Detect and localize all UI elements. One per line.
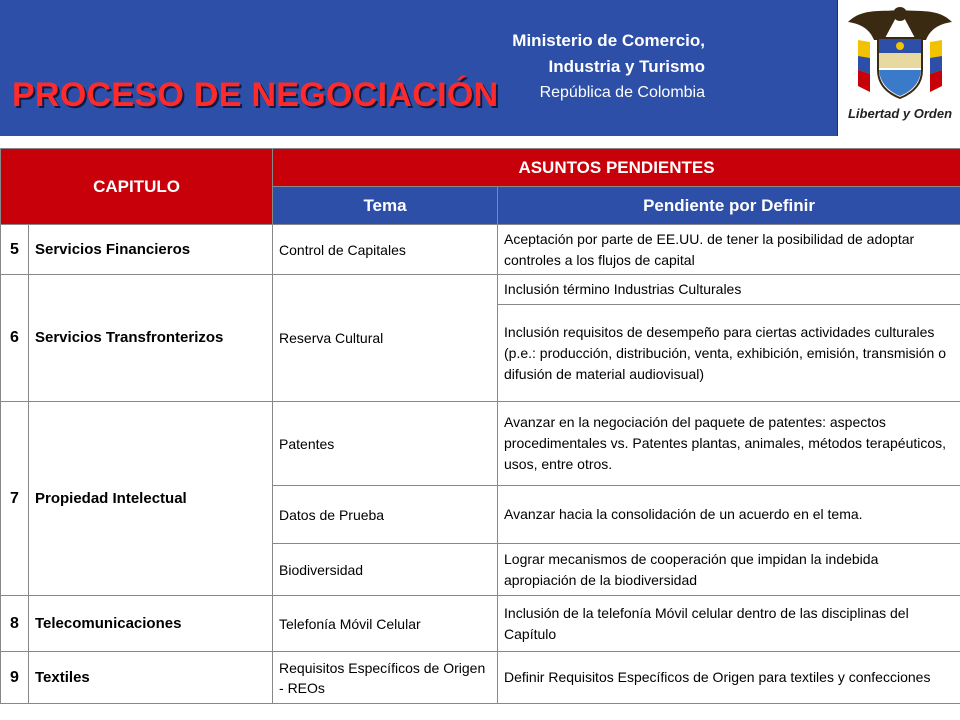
pending-cell: Avanzar hacia la consolidación de un acuerdo en el tema. [498,486,960,544]
pending-cell: Lograr mecanismos de cooperación que impidan la indebida apropiación de la biodiversidad [498,544,960,596]
chapter-name: Propiedad Intelectual [29,402,273,596]
header-pendiente: Pendiente por Definir [498,187,960,225]
topic-cell: Control de Capitales [273,225,498,275]
table-row [1,402,960,486]
pending-cell: Inclusión requisitos de desempeño para ciertas actividades culturales (p.e.: producción, distribución, venta, exhibición, emisión, transmisión o difusión de material audiovisual) [498,305,960,402]
crest-emblem-icon [840,0,960,106]
pending-issues-table [0,148,960,704]
coat-of-arms-logo [840,0,960,136]
header-asuntos-pendientes: ASUNTOS PENDIENTES [273,149,960,187]
pending-cell: Avanzar en la negociación del paquete de patentes: aspectos procedimentales vs. Patentes plantas, animales, métodos terapéuticos, usos, entre otros. [498,402,960,486]
topic-cell: Biodiversidad [273,544,498,596]
page-title: PROCESO DE NEGOCIACIÓN [12,76,499,114]
pending-cell: Definir Requisitos Específicos de Origen para textiles y confecciones [498,652,960,704]
header-banner [0,0,838,136]
chapter-name: Servicios Transfronterizos [29,275,273,402]
ministry-block [512,28,705,106]
slide-header [0,0,960,137]
chapter-number: 8 [1,596,29,652]
ministry-line-3: República de Colombia [539,84,705,101]
chapter-name: Textiles [29,652,273,704]
topic-cell: Reserva Cultural [273,275,498,402]
ministry-line-2: Industria y Turismo [548,57,705,76]
crest-motto: Libertad y Orden [847,106,953,121]
header-capitulo: CAPITULO [1,149,273,225]
chapter-number: 9 [1,652,29,704]
chapter-number: 7 [1,402,29,596]
topic-cell: Datos de Prueba [273,486,498,544]
topic-cell: Requisitos Específicos de Origen - REOs [273,652,498,704]
ministry-line-1: Ministerio de Comercio, [512,31,705,50]
table-row [1,275,960,305]
table-row [1,225,960,275]
topic-cell: Patentes [273,402,498,486]
header-tema: Tema [273,187,498,225]
table-row [1,652,960,704]
pending-cell: Inclusión término Industrias Culturales [498,275,960,305]
chapter-name: Telecomunicaciones [29,596,273,652]
pending-cell: Aceptación por parte de EE.UU. de tener la posibilidad de adoptar controles a los flujos de capital [498,225,960,275]
chapter-name: Servicios Financieros [29,225,273,275]
table-row [1,596,960,652]
chapter-number: 5 [1,225,29,275]
topic-cell: Telefonía Móvil Celular [273,596,498,652]
chapter-number: 6 [1,275,29,402]
pending-cell: Inclusión de la telefonía Móvil celular dentro de las disciplinas del Capítulo [498,596,960,652]
